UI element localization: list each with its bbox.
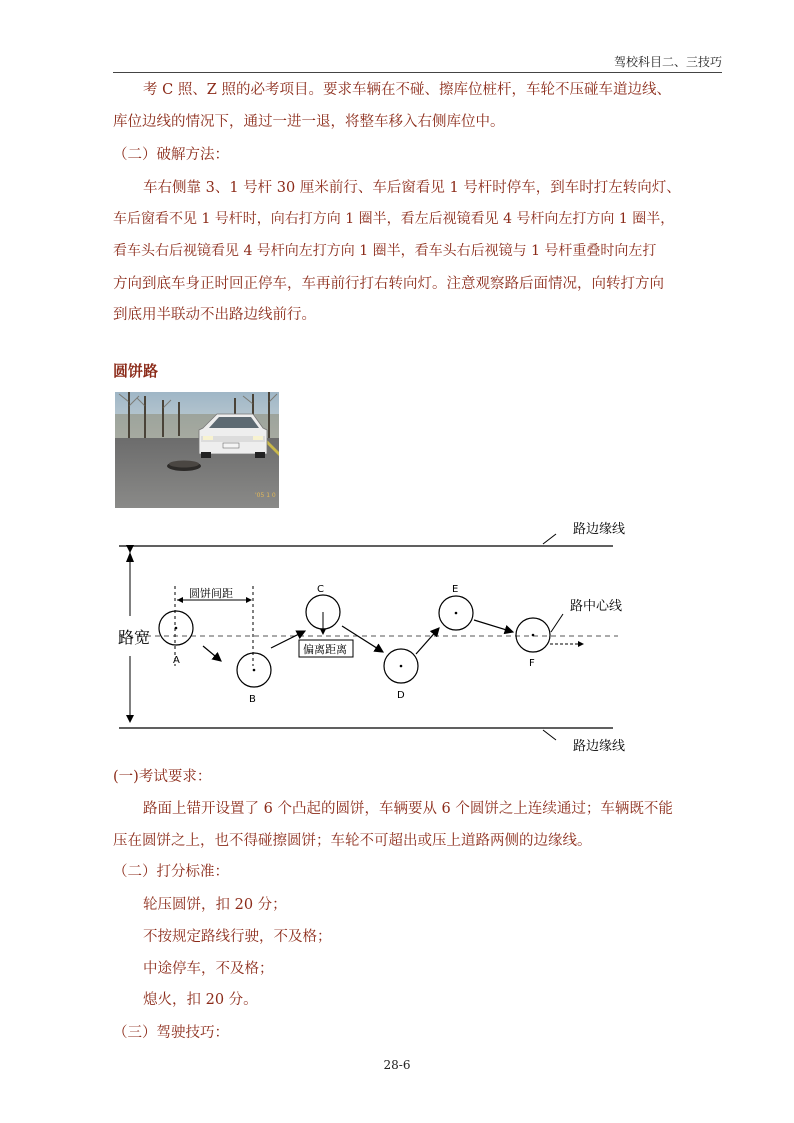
cake-label: A [173,655,180,666]
score-item: 熄火，扣 20 分。 [143,992,258,1008]
skill-heading: （三）驾驶技巧： [113,1025,229,1041]
top-edge-label: 路边缘线 [573,522,626,537]
cake-label: D [397,690,405,701]
cake-label: F [529,658,535,669]
car-photo [115,392,279,508]
para1-line2: 库位边线的情况下，通过一进一退，将整车移入右侧库位中。 [113,114,505,130]
cake-E [439,584,473,630]
method-line2: 车后窗看不见 1 号杆时，向右打方向 1 圈半，看左后视镜看见 4 号杆向左打方向 1 圈半， [113,211,675,227]
para1-line1: 考 C 照、Z 照的必考项目。要求车辆在不碰、擦库位桩杆，车轮不压碰车道边线、 [143,82,671,98]
method-line4: 方向到底车身正时回正停车，车再前行打右转向灯。注意观察路后面情况，向转打方向 [113,276,664,292]
offset-label: 偏离距离 [303,643,347,656]
header-rule [113,72,722,73]
cake-label: C [317,584,324,595]
method-heading: （二）破解方法： [113,147,229,163]
score-item: 不按规定路线行驶，不及格； [143,929,332,945]
cake-F [516,618,550,669]
center-line-label: 路中心线 [570,599,623,614]
req-heading: (一)考试要求： [113,769,212,785]
section-title: 圆饼路 [113,362,159,380]
photo-date-stamp: '05 1 0 [255,492,276,499]
method-line3: 看车头右后视镜看见 4 号杆向左打方向 1 圈半，看车头右后视镜与 1 号杆重叠时向左打 [113,243,657,259]
bottom-edge-label: 路边缘线 [573,739,626,754]
score-item: 中途停车，不及格； [143,961,274,977]
cake-label: B [249,694,256,705]
score-heading: （二）打分标准： [113,864,229,880]
header-title: 驾校科目二、三技巧 [613,55,722,69]
page-number: 28-6 [383,1058,411,1072]
spacing-label: 圆饼间距 [189,587,233,600]
road-width-label: 路宽 [118,628,151,647]
cake-A [159,611,193,666]
method-line1: 车右侧靠 3、1 号杆 30 厘米前行、车后窗看见 1 号杆时停车，到车时打左转向灯、 [143,180,681,196]
cake-B [237,653,271,705]
method-line5: 到底用半联动不出路边线前行。 [113,307,316,323]
cake-C [306,584,340,634]
req-line1: 路面上错开设置了 6 个凸起的圆饼，车辆要从 6 个圆饼之上连续通过；车辆既不能 [143,801,673,817]
score-item: 轮压圆饼，扣 20 分； [143,897,287,913]
cake-label: E [452,584,459,595]
cake-D [384,649,418,701]
req-line2: 压在圆饼之上，也不得碰擦圆饼；车轮不可超出或压上道路两侧的边缘线。 [113,833,592,849]
road-diagram [113,516,633,762]
